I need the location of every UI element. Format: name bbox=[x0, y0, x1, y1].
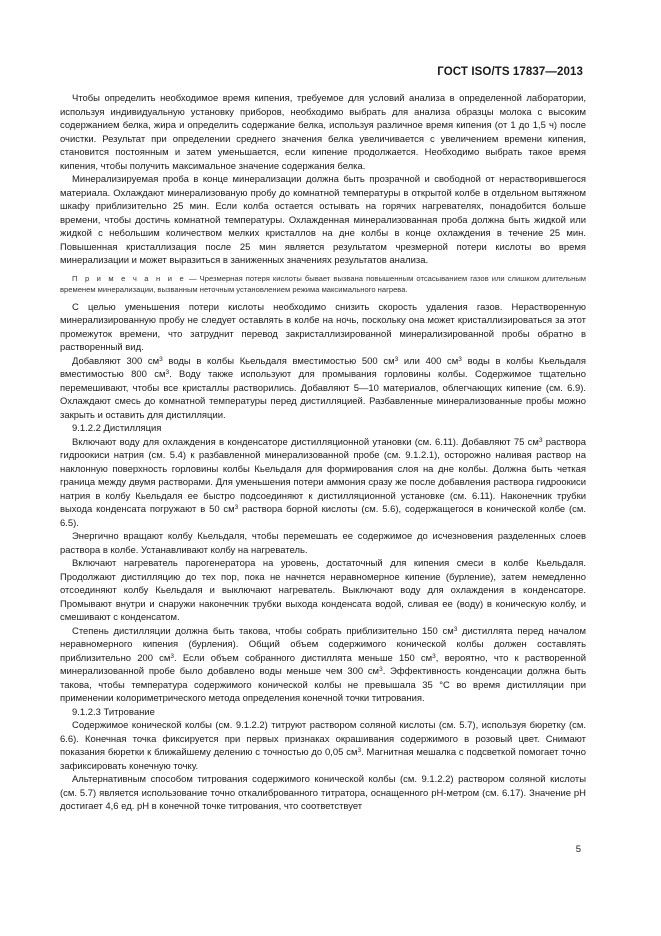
text-run: Добавляют 300 см bbox=[72, 355, 160, 367]
text-run: раствора борной кислоты (см. 5.6), содержащегося в конической колбе (см. 6.5). bbox=[60, 504, 586, 529]
paragraph: С целью уменьшения потери кислоты необходимо снизить скорость удаления газов. Нерастворенную минерализированную пробу не следует оставлять в колбе на ночь, поскольку она может кристаллизироваться за этот промежуток времени, что затруднит перевод закристаллизированной минерализированной пробы обратно в растворенный вид. bbox=[60, 301, 586, 353]
note-text: — Чрезмерная потеря кислоты бывает вызвана повышенным отсасыванием газов или слишком длительным временем минерализации, вызванным неточным установлением режима максимального нагрева. bbox=[60, 273, 586, 294]
superscript: 3 bbox=[165, 369, 170, 376]
superscript: 3 bbox=[432, 652, 436, 660]
paragraph bbox=[60, 625, 586, 706]
text-run: или 400 см bbox=[398, 355, 459, 367]
text-run: . Если объем собранного дистиллята меньше 150 см bbox=[174, 652, 433, 664]
superscript: 3 bbox=[453, 625, 458, 633]
text-run: . Магнитная мешалка с подсветкой помогает точно зафиксировать конечную точку. bbox=[60, 747, 586, 772]
paragraph: Включают нагреватель парогенератора на уровень, достаточный для кипения смеси в колбе Кьельдаля. Продолжают дистилляцию до тех пор, пока не начнется неравномерное кипение (бурление), затем немедленно отсоединяют колбу Кьельдаля и выключают нагреватель. Выключают воду для охлаждения в конденсаторе. Промывают внутри и снаружи наконечник трубки выхода конденсата водой, сливая ее (воду) в коническую колбу, и смешивают с конденсатом. bbox=[60, 558, 586, 623]
paragraph: Чтобы определить необходимое время кипения, требуемое для условий анализа в определенной лаборатории, используя индивидуальную установку приборов, необходимо выбрать для анализа образцы молока с высоким содержанием белка, жира и определить содержание белка, используя различное время кипения (от 1 до 1,5 ч) после очистки. Результат при определении среднего значения белка увеличивается с увеличением времени кипения, становится постоянным и затем уменьшается, если кипение продолжается. Необходимо выбрать такое время кипения, чтобы получить максимальное значение содержания белка. bbox=[60, 93, 586, 172]
text-run: Степень дистилляции должна быть такова, чтобы собрать приблизительно 150 см bbox=[72, 625, 454, 637]
superscript: 3 bbox=[458, 355, 462, 363]
superscript: 3 bbox=[170, 652, 174, 660]
note-label: П р и м е ч а н и е bbox=[72, 273, 186, 283]
text-run: дистиллята перед началом неравномерного кипения (бурления). Общий объем содержимого конической колбы должен составлять приблизительно 200 см bbox=[60, 625, 586, 664]
paragraph: Минерализируемая проба в конце минерализации должна быть прозрачной и свободной от нерастворившегося материала. Охлаждают минерализованую пробу до комнатной температуры в открытой колбе в отдельном вытяжном шкафу приблизительно 25 мин. Если колба остается остывать на горячих нагревателях, понадобится больше времени, чтобы достичь комнатной температуры. Охлажденная минерализованная проба должна быть жидкой или жидкой с небольшим количеством мелких кристаллов на дне колбы в конце охлаждения в течение 25 мин. Повышенная кристаллизация после 25 мин является результатом чрезмерной потери кислоты во время минерализации и может выразиться в заниженных значениях результатов анализа. bbox=[60, 174, 586, 266]
paragraph bbox=[60, 355, 586, 423]
text-run: воды в колбы Кьельдаля вместимостью 800 см bbox=[60, 355, 586, 380]
paragraph bbox=[60, 719, 586, 773]
paragraph bbox=[60, 436, 586, 531]
superscript: 3 bbox=[379, 666, 383, 673]
section-heading: 9.1.2.3 Титрование bbox=[72, 706, 155, 718]
superscript: 3 bbox=[234, 504, 239, 511]
text-run: воды в колбы Кьельдаля вместимостью 500 см bbox=[162, 355, 395, 367]
note bbox=[60, 273, 586, 296]
text-run: Содержимое конической колбы (см. 9.1.2.2) титруют раствором соляной кислоты (см. 5.7), используя бюретку (см. 6.6). Конечная точка фиксируется при первых признаках окрашивания содержимого в розовый цвет. Снимают показания бюретки к ближайшему делению с точностью до 0,05 см bbox=[60, 720, 586, 758]
superscript: 3 bbox=[538, 436, 543, 444]
text-run: Включают воду для охлаждения в конденсаторе дистилляционной утановки (см. 6.11). Добавляют 75 см bbox=[72, 436, 539, 448]
superscript: 3 bbox=[394, 355, 399, 363]
paragraph: Альтернативным способом титрования содержимого конической колбы (см. 9.1.2.2) раствором соляной кислоты (см. 5.7) является использование точно откалиброванного титратора, оснащенного рН-метром (см. 6.17). Значение рН достигает 4,6 ед. рН в конечной точке титрования, что соответствует bbox=[60, 774, 586, 812]
text-run: . Воду также используют для промывания горловины колбы. Содержимое тщательно перемешивают, чтобы все кристаллы растворились. Добавляют 5—10 материалов, облегчающих кипение (см. 6.9). Охлаждают смесь до комнатной температуры перед дистилляцией. Разбавленные минерализованные пробы можно закрыть и оставить для дистилляции. bbox=[60, 369, 586, 421]
section-heading: 9.1.2.2 Дистилляция bbox=[72, 423, 162, 434]
text-run: раствора гидроокиси натрия (см. 5.4) к разбавленной минерализованной пробе (см. 9.1.2.1), осторожно наливая раствор на наклонную поверхность горловины колбы Кьельдаля для формирования слоя на дне колбы. Должна быть четкая граница между двумя растворами. Для уменьшения потери аммония сразу же после добавления раствора гидроокиси натрия в колбу Кьельдаля ее быстро подсоединяют к дистилляционной установке (см. 6.11). Наконечник трубки выхода конденсата погружают в 50 см bbox=[60, 436, 586, 515]
superscript: 3 bbox=[159, 355, 163, 363]
paragraph: Энергично вращают колбу Кьельдаля, чтобы перемешать ее содержимое до исчезновения разделенных слоев раствора в колбе. Устанавливают колбу на нагреватель. bbox=[60, 531, 586, 556]
superscript: 3 bbox=[357, 747, 362, 754]
document-header: ГОСТ ISO/TS 17837—2013 bbox=[437, 66, 583, 78]
text-run: , вероятно, что к растворенной минерализованной пробе было добавлено воды меньше чем 300 см bbox=[60, 652, 586, 677]
document-body bbox=[60, 92, 586, 814]
page-number: 5 bbox=[575, 844, 581, 855]
text-run: . Эффективность конденсации должна быть такова, чтобы температура содержимого конической колбы не превышала 35 °С во время дистилляции при применении колориметрического метода определения конечной точки титрования. bbox=[60, 666, 586, 704]
